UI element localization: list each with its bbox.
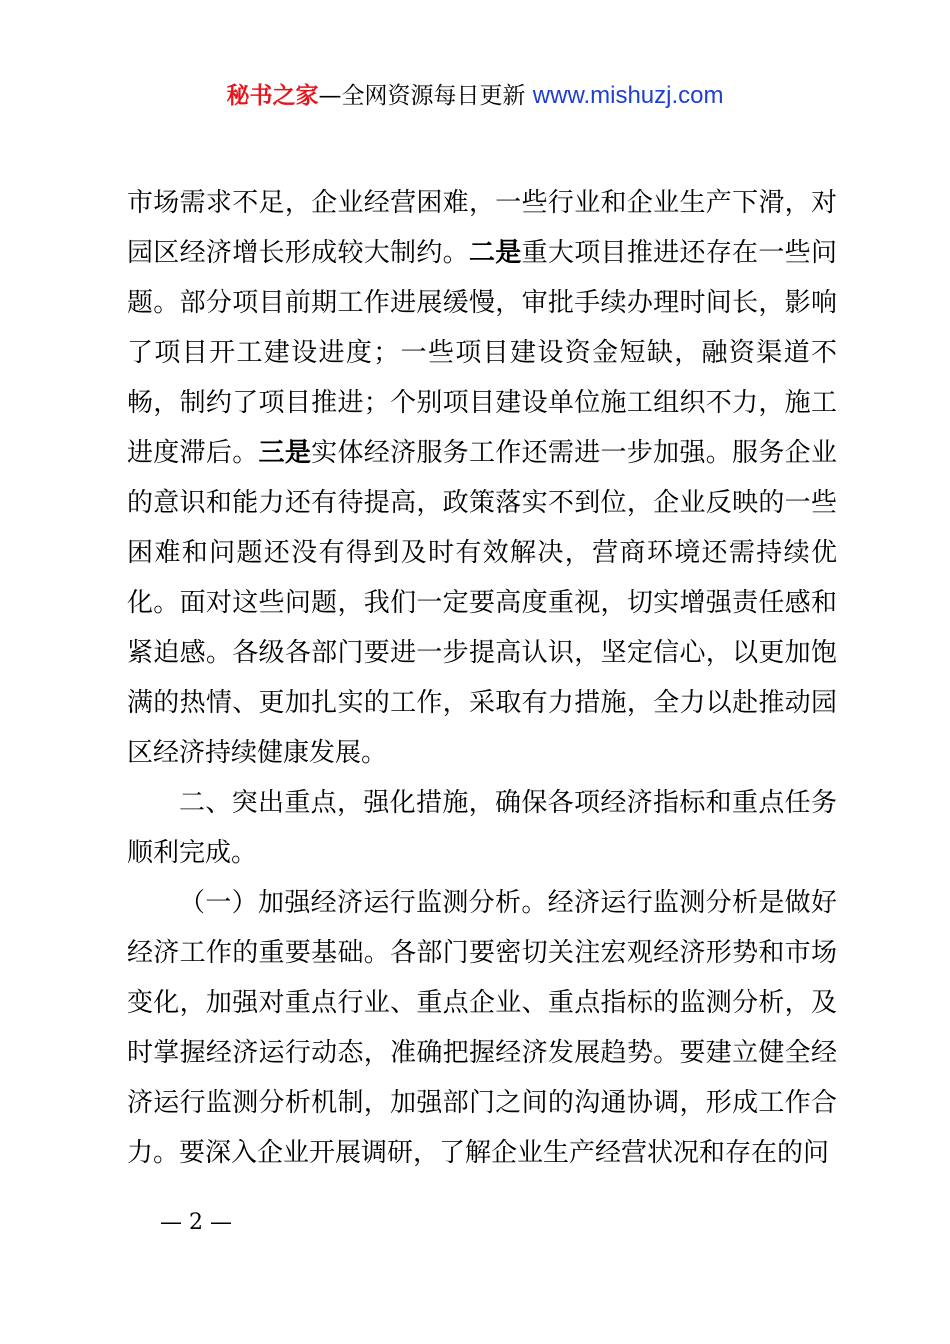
- paragraph-highlight: 三是: [258, 438, 312, 468]
- paragraph-highlight: 二是: [468, 238, 522, 268]
- paragraph-monitoring: [127, 878, 837, 1178]
- site-slogan: —全网资源每日更新: [318, 83, 526, 109]
- paragraph-text: 二、突出重点，强化措施，确保各项经济指标和重点任务顺利完成。: [127, 788, 837, 868]
- document-body: [127, 178, 837, 1178]
- paragraph-text: 重大项目推进还存在一些问题。部分项目前期工作进展缓慢，审批手续办理时间长，影响了项目开工建设进度；一些项目建设资金短缺，融资渠道不畅，制约了项目推进；个别项目建设单位施工组织不力，施工进度滞后。: [127, 238, 837, 468]
- section-heading-two: [127, 778, 837, 878]
- page-number: — 2 —: [160, 1210, 232, 1235]
- paragraph-text: 实体经济服务工作还需进一步加强。服务企业的意识和能力还有待提高，政策落实不到位，企业反映的一些困难和问题还没有得到及时有效解决，营商环境还需持续优化。面对这些问题，我们一定要高度重视，切实增强责任感和紧迫感。各级各部门要进一步提高认识，坚定信心，以更加饱满的热情、更加扎实的工作，采取有力措施，全力以赴推动园区经济持续健康发展。: [127, 438, 837, 768]
- paragraph-text: （一）加强经济运行监测分析。经济运行监测分析是做好经济工作的重要基础。各部门要密切关注宏观经济形势和市场变化，加强对重点行业、重点企业、重点指标的监测分析，及时掌握经济运行动态，准确把握经济发展趋势。要建立健全经济运行监测分析机制，加强部门之间的沟通协调，形成工作合力。要深入企业开展调研，了解企业生产经营状况和存在的问: [127, 888, 837, 1168]
- site-url-link[interactable]: www.mishuzj.com: [532, 82, 724, 109]
- paragraph-problems: [127, 178, 837, 778]
- paragraph-text: 市场需求不足，企业经营困难，一些行业和企业生产下滑，对园区经济增长形成较大制约。: [127, 188, 837, 268]
- site-brand: 秘书之家: [226, 83, 319, 109]
- site-header: [0, 78, 950, 114]
